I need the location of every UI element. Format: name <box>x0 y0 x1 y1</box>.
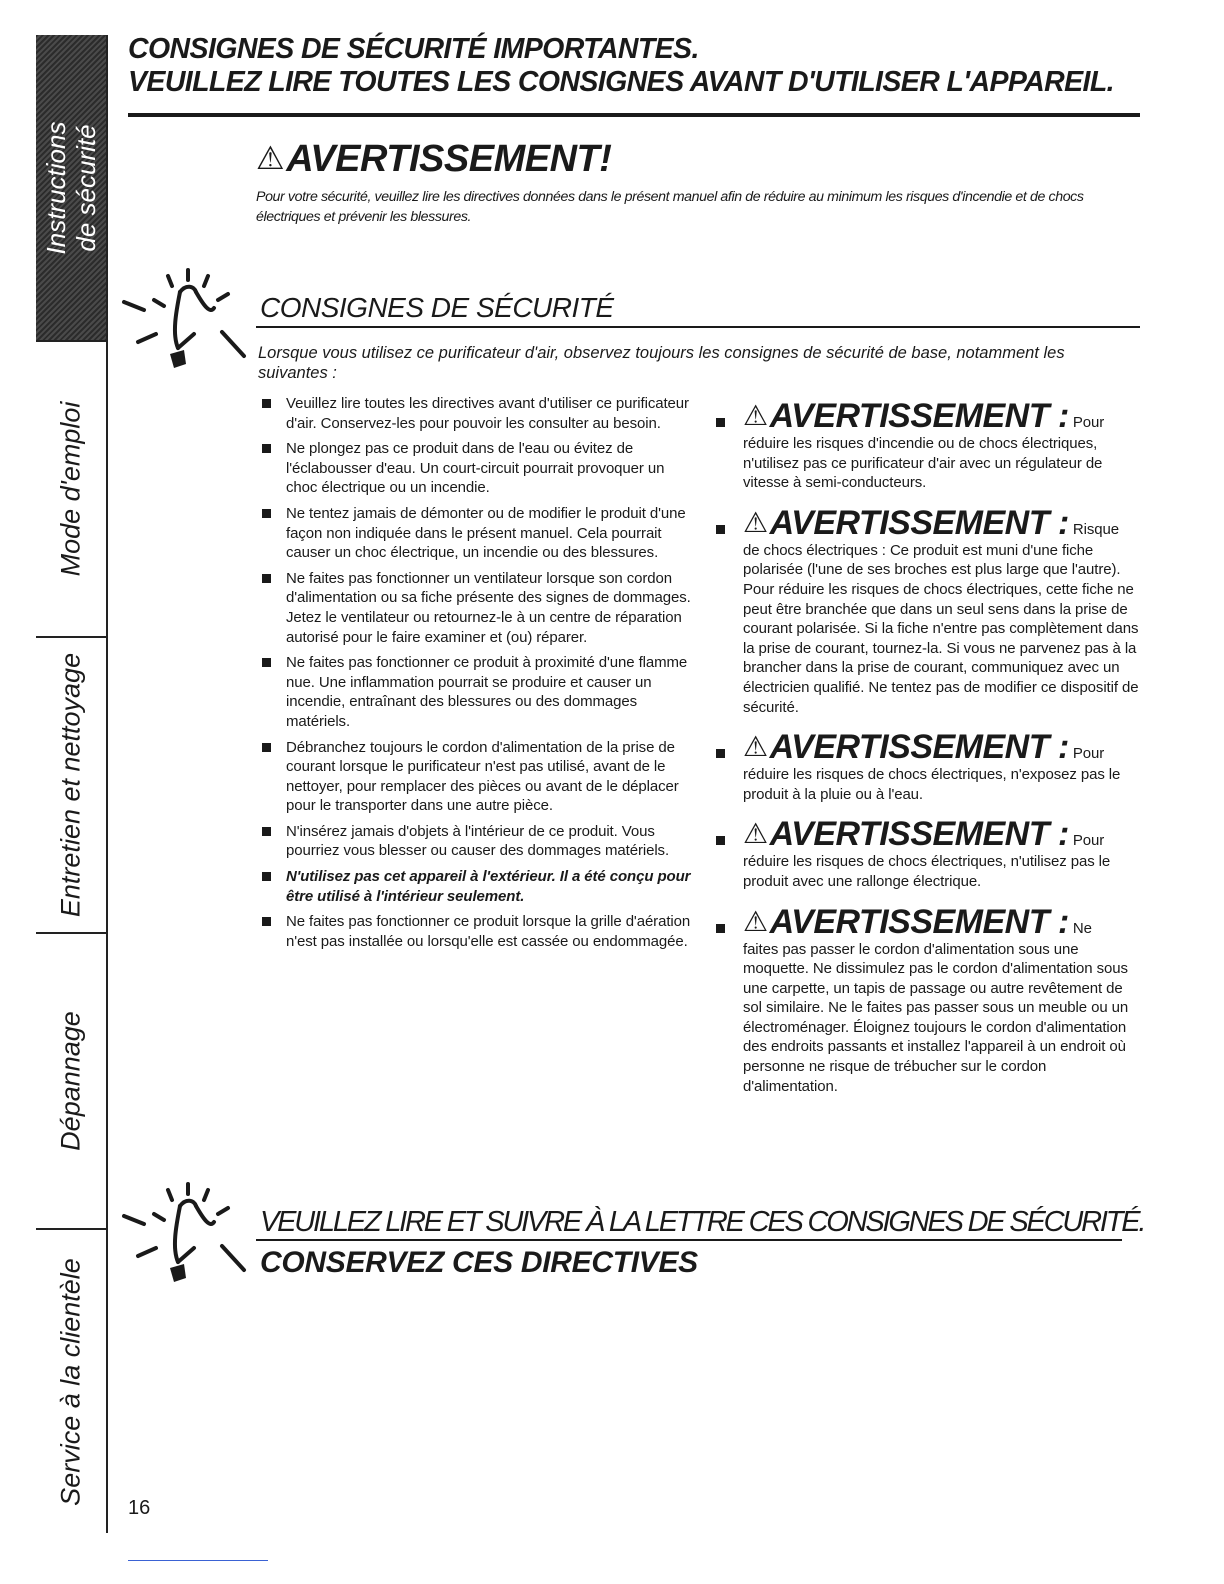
warning-title-text: AVERTISSEMENT! <box>286 138 612 180</box>
list-item-text: Débranchez toujours le cordon d'alimentation de la prise de courant lorsque le purificateur n'est pas utilisé, avant de le nettoyer, pour remplacer des pièces ou avant de le déplacer pour le transporter dans une autre pièce. <box>286 738 679 815</box>
warning-heading <box>256 138 611 181</box>
list-item <box>260 439 696 498</box>
tab-mode-emploi[interactable] <box>36 340 106 636</box>
header-divider <box>128 113 1140 117</box>
list-item <box>260 504 696 563</box>
list-item-text: Ne faites pas fonctionner ce produit lorsque la grille d'aération n'est pas installée ou lorsqu'elle est cassée ou endommagée. <box>286 913 691 950</box>
square-bullet-icon <box>262 658 271 667</box>
section-divider <box>256 326 1140 328</box>
page-number: 16 <box>128 1497 151 1519</box>
warning-body: réduire les risques de chocs électriques, n'utilisez pas le produit avec une rallonge électrique. <box>743 853 1111 890</box>
tab-depannage[interactable] <box>36 932 106 1228</box>
square-bullet-icon <box>716 836 725 845</box>
warning-triangle-icon: ⚠ <box>743 506 768 538</box>
warning-triangle-icon: ⚠ <box>256 140 285 176</box>
list-item-text: N'insérez jamais d'objets à l'intérieur de ce produit. Vous pourriez vous blesser ou causer des dommages matériels. <box>286 822 670 860</box>
warning-body: réduire les risques d'incendie ou de chocs électriques, n'utilisez pas ce purificateur d'air avec un régulateur de vitesse à semi-conducteurs. <box>743 435 1103 492</box>
warning-body: faites pas passer le cordon d'alimentation sous une moquette. Ne dissimulez pas le cordon d'alimentation sous une carpette, un tapis de passage ou autre revêtement de sol similaire. Ne le faites pas passer sous un meuble ou un électroménager. Éloignez toujours le cordon d'alimentation des endroits passants et installez l'appareil à un endroit où personne ne risque de trébucher sur le cordon d'alimentation. <box>743 940 1129 1095</box>
section-intro: Lorsque vous utilisez ce purificateur d'air, observez toujours les consignes de sécurité de base, notamment les suivantes : <box>258 344 1065 382</box>
list-item <box>260 822 696 861</box>
square-bullet-icon <box>716 525 725 534</box>
warning-lead: Ne <box>1072 919 1092 937</box>
warning-label <box>743 728 1069 766</box>
page-header <box>128 33 1140 99</box>
square-bullet-icon <box>262 917 271 926</box>
tab-label: Service à la clientèle <box>55 1257 86 1506</box>
warning-label-text: AVERTISSEMENT : <box>769 902 1069 941</box>
warning-item <box>716 816 1142 891</box>
list-item-text: Ne plongez pas ce produit dans de l'eau ou évitez de l'éclabousser d'eau. Un court-circuit pourrait provoquer un choc électrique ou un incendie. <box>286 440 665 497</box>
warning-label-text: AVERTISSEMENT : <box>769 503 1069 542</box>
warning-label-text: AVERTISSEMENT : <box>769 397 1069 435</box>
square-bullet-icon <box>262 399 271 408</box>
warning-list-right <box>716 398 1142 1108</box>
warning-item <box>716 398 1142 493</box>
square-bullet-icon <box>262 827 271 836</box>
warning-item <box>716 729 1142 804</box>
bottom-link-underline <box>128 1560 268 1561</box>
list-item-text: Ne faites pas fonctionner ce produit à proximité d'une flamme nue. Une inflammation pourrait se produire et causer un incendie, entraînant des blessures ou des dommages matériels. <box>286 654 688 730</box>
square-bullet-icon <box>262 872 271 881</box>
list-item <box>260 394 696 433</box>
header-line-1: CONSIGNES DE SÉCURITÉ IMPORTANTES. <box>128 33 699 65</box>
warning-triangle-icon: ⚠ <box>743 905 768 937</box>
safety-list-left <box>260 394 696 957</box>
footer-subheading: CONSERVEZ CES DIRECTIVES <box>260 1246 698 1279</box>
warning-triangle-icon: ⚠ <box>743 818 768 850</box>
list-item-emphasis <box>260 867 696 906</box>
warning-body: de chocs électriques : Ce produit est muni d'une fiche polarisée (l'une de ses broches est plus large que l'autre). Pour réduire les risques de chocs électriques, cette fiche ne peut être branchée que dans un seul sens dans la prise de courant polarisée. Si la fiche n'entre pas complètement dans la prise de courant, tournez-la. Si vous ne parvenez pas à la brancher dans la prise de courant, communiquez avec un électricien qualifié. Ne tentez pas de modifier ce dispositif de sécurité. <box>743 541 1139 716</box>
square-bullet-icon <box>262 743 271 752</box>
warning-triangle-icon: ⚠ <box>743 400 768 431</box>
warning-label <box>743 903 1069 941</box>
warning-text: Pour votre sécurité, veuillez lire les directives données dans le présent manuel afin de réduire au minimum les risques d'incendie et de chocs électriques et prévenir les blessures. <box>256 189 1084 225</box>
tab-instructions-securite[interactable] <box>36 35 106 340</box>
list-item <box>260 569 696 647</box>
warning-lead: Pour <box>1072 832 1105 850</box>
tab-service-clientele[interactable] <box>36 1228 106 1533</box>
square-bullet-icon <box>716 924 725 933</box>
warning-label <box>743 815 1069 853</box>
list-item <box>260 912 696 951</box>
list-item <box>260 653 696 731</box>
tab-label-line2: de sécurité <box>71 123 101 252</box>
tab-label: Dépannage <box>55 1011 86 1151</box>
list-item-text: Veuillez lire toutes les directives avant d'utiliser ce purificateur d'air. Conservez-les pour pouvoir les consulter au besoin. <box>286 395 689 432</box>
square-bullet-icon <box>262 444 271 453</box>
square-bullet-icon <box>716 749 725 758</box>
list-item <box>260 738 696 816</box>
warning-triangle-icon: ⚠ <box>743 731 768 763</box>
warning-lead: Pour <box>1072 745 1105 763</box>
lightbulb-icon <box>118 262 258 382</box>
lightbulb-icon <box>118 1176 258 1296</box>
warning-label-text: AVERTISSEMENT : <box>769 815 1069 854</box>
section-sidebar <box>36 35 108 1533</box>
warning-label <box>743 504 1069 542</box>
warning-label-text: AVERTISSEMENT : <box>769 728 1069 767</box>
warning-label <box>743 397 1069 435</box>
tab-entretien-nettoyage[interactable] <box>36 636 106 932</box>
warning-lead: Pour <box>1072 414 1105 431</box>
footer-heading: VEUILLEZ LIRE ET SUIVRE À LA LETTRE CES CONSIGNES DE SÉCURITÉ. <box>260 1206 1145 1238</box>
warning-lead: Risque <box>1072 520 1119 538</box>
list-item-text: Ne tentez jamais de démonter ou de modifier le produit d'une façon non indiquée dans le présent manuel. Cela pourrait causer un choc électrique, un incendie ou des blessures. <box>286 504 686 562</box>
section-title: CONSIGNES DE SÉCURITÉ <box>260 292 614 323</box>
warning-item <box>716 904 1142 1097</box>
tab-label: Entretien et nettoyage <box>55 652 86 918</box>
tab-label-line1: Instructions <box>41 121 71 254</box>
header-line-2: VEUILLEZ LIRE TOUTES LES CONSIGNES AVANT D'UTILISER L'APPAREIL. <box>128 66 1114 98</box>
square-bullet-icon <box>262 509 271 518</box>
square-bullet-icon <box>716 418 725 427</box>
tab-label: Mode d'emploi <box>55 401 86 577</box>
list-item-text: Ne faites pas fonctionner un ventilateur lorsque son cordon d'alimentation ou sa fiche présente des signes de dommages. Jetez le ventilateur ou retournez-le à un centre de réparation autorisé pour le faire examiner et (ou) réparer. <box>286 569 691 646</box>
warning-item <box>716 505 1142 717</box>
footer-divider <box>256 1239 1122 1241</box>
square-bullet-icon <box>262 574 271 583</box>
tab-label-instructions <box>41 121 101 254</box>
list-item-text: N'utilisez pas cet appareil à l'extérieur. Il a été conçu pour être utilisé à l'intérieur seulement. <box>286 868 691 905</box>
warning-body: réduire les risques de chocs électriques, n'exposez pas le produit à la pluie ou à l'eau. <box>743 766 1121 803</box>
